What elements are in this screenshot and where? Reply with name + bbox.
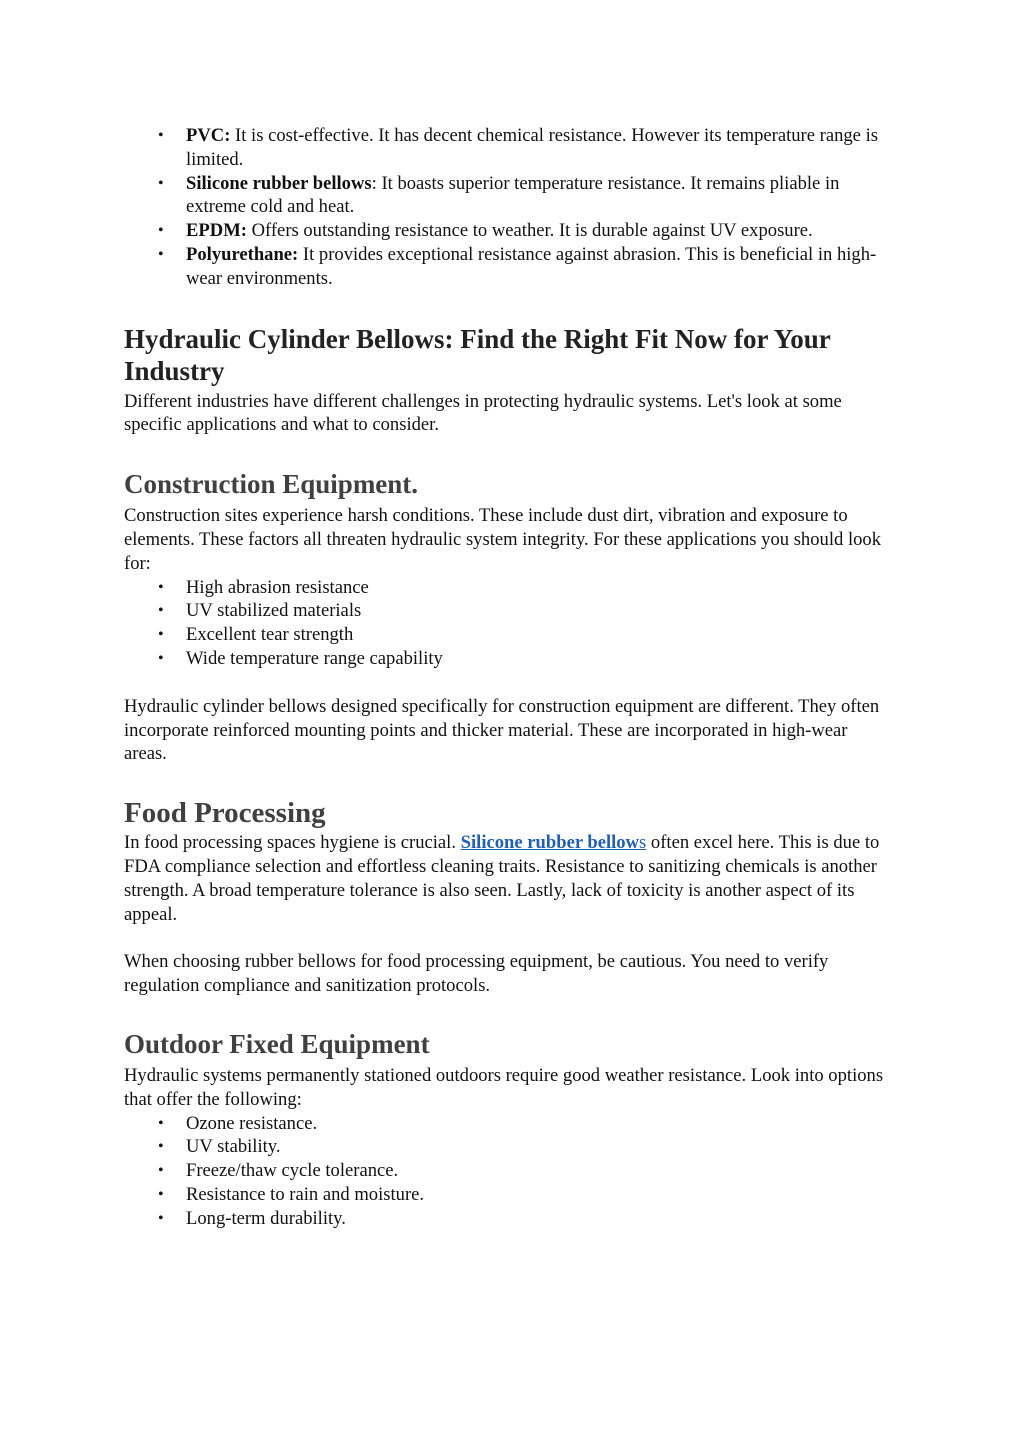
material-term: EPDM: xyxy=(186,220,247,242)
list-item: • UV stabilized materials xyxy=(124,599,894,623)
list-item xyxy=(124,172,894,220)
material-description: Offers outstanding resistance to weather. It is durable against UV exposure. xyxy=(246,220,813,242)
list-item: • Long-term durability. xyxy=(124,1207,894,1231)
food-closing: When choosing rubber bellows for food processing equipment, be cautious. You need to verify regulation compliance and sanitization protocols. xyxy=(124,951,829,997)
silicone-bellows-link[interactable] xyxy=(461,832,639,853)
industry-heading: Hydraulic Cylinder Bellows: Find the Right Fit Now for Your Industry xyxy=(124,323,831,386)
outdoor-intro: Hydraulic systems permanently stationed outdoors require good weather resistance. Look into options that offer the following: xyxy=(124,1064,884,1110)
list-item: • Ozone resistance. xyxy=(124,1112,894,1136)
list-item: • UV stability. xyxy=(124,1135,894,1159)
list-item: • Resistance to rain and moisture. xyxy=(124,1183,894,1207)
list-item xyxy=(124,219,894,243)
material-term: Silicone rubber bellows xyxy=(186,172,372,194)
list-item: • Wide temperature range capability xyxy=(124,647,894,671)
link-tail[interactable]: s xyxy=(639,832,647,854)
food-intro-after: often excel here. This is due to FDA compliance selection and effortless cleaning traits. Resistance to sanitizing chemicals is another strength. A broad temperature tolerance is also seen. Lastly, lack of toxicity is another aspect of its appeal. xyxy=(124,832,880,925)
material-description: : It boasts superior temperature resistance. It remains pliable in extreme cold and heat. xyxy=(186,172,840,218)
outdoor-list xyxy=(124,1112,894,1231)
list-item xyxy=(124,243,894,291)
list-item: • High abrasion resistance xyxy=(124,576,894,600)
material-term: Polyurethane: xyxy=(186,243,299,265)
construction-list xyxy=(124,576,894,671)
list-item: • Freeze/thaw cycle tolerance. xyxy=(124,1159,894,1183)
link-text: Silicone rubber bellow xyxy=(460,832,640,854)
materials-list xyxy=(124,124,894,291)
outdoor-heading: Outdoor Fixed Equipment xyxy=(124,1028,430,1059)
food-heading: Food Processing xyxy=(124,797,326,830)
document-content xyxy=(124,124,894,1231)
material-description: It is cost-effective. It has decent chemical resistance. However its temperature range is limited. xyxy=(186,125,878,170)
list-item: • Excellent tear strength xyxy=(124,623,894,647)
construction-heading: Construction Equipment. xyxy=(124,469,419,500)
construction-closing: Hydraulic cylinder bellows designed specifically for construction equipment are different. They often incorporate reinforced mounting points and thicker material. These are incorporated in high-wear areas. xyxy=(124,695,880,765)
food-intro-before: In food processing spaces hygiene is crucial. xyxy=(124,832,461,854)
material-term: PVC: xyxy=(186,125,231,146)
industry-intro: Different industries have different challenges in protecting hydraulic systems. Let's look at some specific applications and what to consider. xyxy=(124,390,842,436)
food-intro xyxy=(124,831,894,926)
construction-intro: Construction sites experience harsh conditions. These include dust dirt, vibration and exposure to elements. These factors all threaten hydraulic system integrity. For these applications you should look for: xyxy=(124,505,881,574)
list-item xyxy=(124,124,894,172)
material-description: It provides exceptional resistance against abrasion. This is beneficial in high-wear environments. xyxy=(186,243,877,289)
